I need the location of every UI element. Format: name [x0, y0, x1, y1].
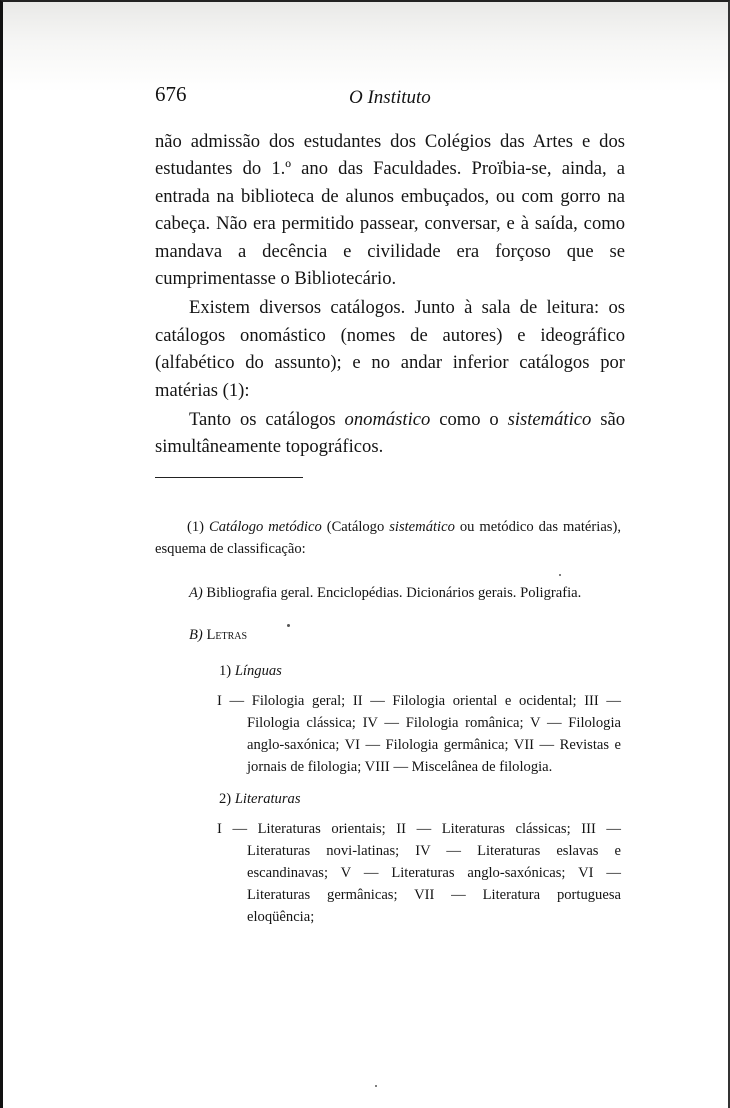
page-number: 676	[155, 82, 187, 106]
paragraph-3-end: são simultâneamente topográficos.	[155, 409, 625, 458]
footnote-intro	[155, 516, 621, 560]
paragraph-3-start: Tanto os catálogos	[189, 409, 345, 431]
paragraph-3-mid: como o	[430, 409, 508, 431]
class-a-entry	[155, 582, 621, 604]
class-b-label: B)	[189, 627, 203, 643]
paragraph-2-end: :	[244, 379, 250, 401]
footnote-intro-term: sistemático	[389, 519, 455, 535]
footnote-title: Catálogo metódico	[208, 519, 322, 535]
paper-speck	[375, 1085, 377, 1087]
paragraph-2-text: Existem diversos catálogos. Junto à sala de leitura: os catálogos onomástico (nomes de autores) e ideográfico (alfabético do assunto); e no andar inferior catálogos por matérias	[155, 297, 625, 401]
journal-title: O Instituto	[349, 87, 431, 108]
term-sistematico: sistemático	[507, 409, 592, 431]
term-onomastico: onomástico	[344, 409, 431, 431]
subsection-2-label: 2)	[219, 791, 235, 807]
subsection-2-title: Literaturas	[234, 791, 301, 807]
footnote-reference: (1)	[222, 379, 245, 401]
main-text	[155, 128, 625, 461]
class-a-label: A)	[189, 585, 203, 601]
class-a-text: Bibliografia geral. Enciclopédias. Dicionários gerais. Poligrafia.	[202, 585, 582, 601]
paragraph-2	[155, 294, 625, 404]
paper-speck	[287, 624, 290, 627]
subsection-1-heading	[155, 660, 621, 682]
running-head	[155, 82, 625, 114]
subsection-1-title: Línguas	[234, 663, 282, 679]
footnote-rule	[155, 477, 303, 478]
footnote-mark: (1)	[187, 519, 205, 535]
subsection-1-label: 1)	[219, 663, 235, 679]
class-b-entry	[155, 624, 621, 646]
subsection-1-body: I — Filologia geral; II — Filologia oriental e ocidental; III — Filologia clássica; IV — Filologia românica; V — Filologia anglo-saxónica; VI — Filologia germânica; VII — Revistas e jornais de filologia; VIII — Miscelânea de filologia.	[217, 693, 621, 775]
subsection-2-heading	[155, 788, 621, 810]
paper-speck	[559, 574, 561, 576]
paragraph-3	[155, 406, 625, 461]
footnotes	[155, 516, 621, 928]
class-b-text: Letras	[206, 627, 248, 643]
footnote-intro-a: (Catálogo	[321, 519, 390, 535]
paragraph-1: não admissão dos estudantes dos Colégios das Artes e dos estudantes do 1.º ano das Faculdades. Proïbia-se, ainda, a entrada na biblioteca de alunos embuçados, ou com gorro na cabeça. Não era permitido passear, conversar, e à saída, como mandava a decência e civilidade era forçoso que se cumprimentasse o Bibliotecário.	[155, 131, 625, 290]
subsection-2-body: I — Literaturas orientais; II — Literaturas clássicas; III — Literaturas novi-latinas; IV — Literaturas eslavas e escandinavas; V — Literaturas anglo-saxónicas; VI — Literaturas germânicas; VII — Literatura portuguesa eloqüência;	[217, 821, 621, 925]
footnote-intro-b: ou metódico das matérias), esquema de classificação:	[155, 519, 621, 557]
